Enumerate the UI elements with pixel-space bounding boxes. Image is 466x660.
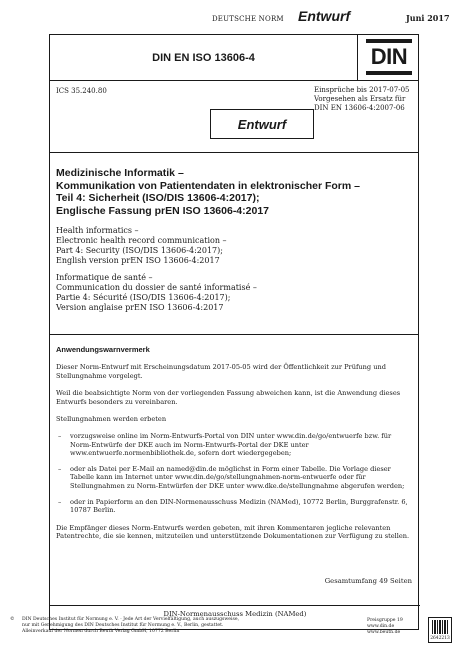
list-item-text: oder als Datei per E-Mail an named@din.de möglichst in Form einer Tabelle. Die Vorlage dieser Tabelle kann im Internet unter www.din.de/go/stellungnahmen-norm-entwuerfe oder für Stellungnahmen zu Norm-Entwürfen der DKE unter www.dke.de/stellungnahme abgerufen werden; xyxy=(70,464,405,490)
list-item xyxy=(56,498,412,515)
title-row xyxy=(50,35,418,81)
title-line: English version prEN ISO 13606-4:2017 xyxy=(56,256,220,265)
meta-row xyxy=(50,81,418,153)
committee-name: DIN-Normenausschuss Medizin (NAMed) xyxy=(50,605,420,618)
draft-stamp: Entwurf xyxy=(210,109,314,139)
page-header xyxy=(0,0,466,34)
copyright-icon: © xyxy=(10,617,15,622)
title-line: Electronic health record communication – xyxy=(56,236,227,245)
dash-marker: – xyxy=(58,464,62,473)
list-item xyxy=(56,432,412,458)
logo-text: DIN xyxy=(370,44,408,69)
objection-line: Einsprüche bis 2017-07-05 xyxy=(314,86,410,94)
copyright-line: Alleinverkauf der Normen durch Beuth Verlag GmbH, 10772 Berlin xyxy=(22,629,180,634)
title-line: Teil 4: Sicherheit (ISO/DIS 13606-4:2017); xyxy=(56,192,260,204)
price-info xyxy=(367,618,427,636)
copyright-line: nur mit Genehmigung des DIN Deutsches Institut für Normung e. V., Berlin, gestattet. xyxy=(22,623,224,628)
warning-heading: Anwendungswarnvermerk xyxy=(56,345,150,354)
document-number: DIN EN ISO 13606-4 xyxy=(50,35,358,81)
copyright-notice xyxy=(10,617,330,635)
list-item-text: vorzugsweise online im Norm-Entwurfs-Portal von DIN unter www.din.de/go/entwuerfe bzw. für Norm-Entwürfe der DKE auch im Norm-Entwurfs-Portal der DKE unter www.entwuerfe.normenbibliothek.de, sofern dort wiedergegeben; xyxy=(70,431,392,458)
submission-list xyxy=(56,432,412,515)
warning-paragraph: Stellungnahmen werden erbeten xyxy=(56,415,167,424)
title-line: Informatique de santé – xyxy=(56,273,153,282)
copyright-line: DIN Deutsches Institut für Normung e. V. · Jede Art der Vervielfältigung, auch auszugsweise, xyxy=(22,617,240,622)
issue-date: Juni 2017 xyxy=(406,13,450,23)
objection-line: Vorgesehen als Ersatz für xyxy=(314,95,406,103)
warning-block xyxy=(50,335,418,629)
title-line: Kommunikation von Patientendaten in elektronischer Form – xyxy=(56,179,360,192)
patent-paragraph: Die Empfänger dieses Norm-Entwurfs werden gebeten, mit ihren Kommentaren jegliche relevanten Patentrechte, die sie kennen, mitzuteilen und unterstützende Dokumentationen zur Verfügung zu stellen. xyxy=(56,523,410,541)
titles-block xyxy=(50,153,418,335)
title-line: Part 4: Security (ISO/DIS 13606-4:2017); xyxy=(56,246,223,255)
total-pages: Gesamtumfang 49 Seiten xyxy=(324,577,412,585)
title-french xyxy=(56,273,412,313)
title-german xyxy=(56,167,412,217)
barcode-icon xyxy=(432,620,448,634)
dash-marker: – xyxy=(58,431,62,440)
list-item-text: oder in Papierform an den DIN-Normenausschuss Medizin (NAMed), 10772 Berlin, Burggrafenstr. 6, 10787 Berlin. xyxy=(70,497,408,515)
title-line: Medizinische Informatik – xyxy=(56,167,184,179)
objection-info xyxy=(314,86,418,113)
title-line: Health informatics – xyxy=(56,226,139,235)
price-group: Preisgruppe 19 xyxy=(367,618,403,623)
title-line: Version anglaise prEN ISO 13606-4:2017 xyxy=(56,303,224,312)
list-item xyxy=(56,465,412,491)
title-line: Partie 4: Sécurité (ISO/DIS 13606-4:2017); xyxy=(56,293,231,302)
dash-marker: – xyxy=(58,497,62,506)
document-frame xyxy=(49,34,419,630)
status-label: Entwurf xyxy=(298,8,351,24)
norm-label: DEUTSCHE NORM xyxy=(212,15,284,23)
beuth-url: www.beuth.de xyxy=(367,630,401,635)
title-english xyxy=(56,226,412,266)
title-line: Communication du dossier de santé informatisé – xyxy=(56,283,257,292)
warning-paragraph: Weil die beabsichtigte Norm von der vorliegenden Fassung abweichen kann, ist die Anwendung dieses Entwurfs besonders zu vereinbaren. xyxy=(56,389,401,406)
ics-code: ICS 35.240.80 xyxy=(56,87,107,95)
barcode-box xyxy=(428,617,452,643)
din-logo-icon xyxy=(366,39,412,75)
logo-bar-bottom xyxy=(366,71,412,75)
product-code: 2642213 xyxy=(430,636,450,641)
logo-bar-top xyxy=(366,39,412,43)
title-line: Englische Fassung prEN ISO 13606-4:2017 xyxy=(56,204,270,217)
warning-paragraph: Dieser Norm-Entwurf mit Erscheinungsdatum 2017-05-05 wird der Öffentlichkeit zur Prüfung und Stellungnahme vorgelegt. xyxy=(56,363,386,380)
din-url: www.din.de xyxy=(367,624,395,629)
objection-line: DIN EN 13606-4:2007-06 xyxy=(314,104,405,112)
